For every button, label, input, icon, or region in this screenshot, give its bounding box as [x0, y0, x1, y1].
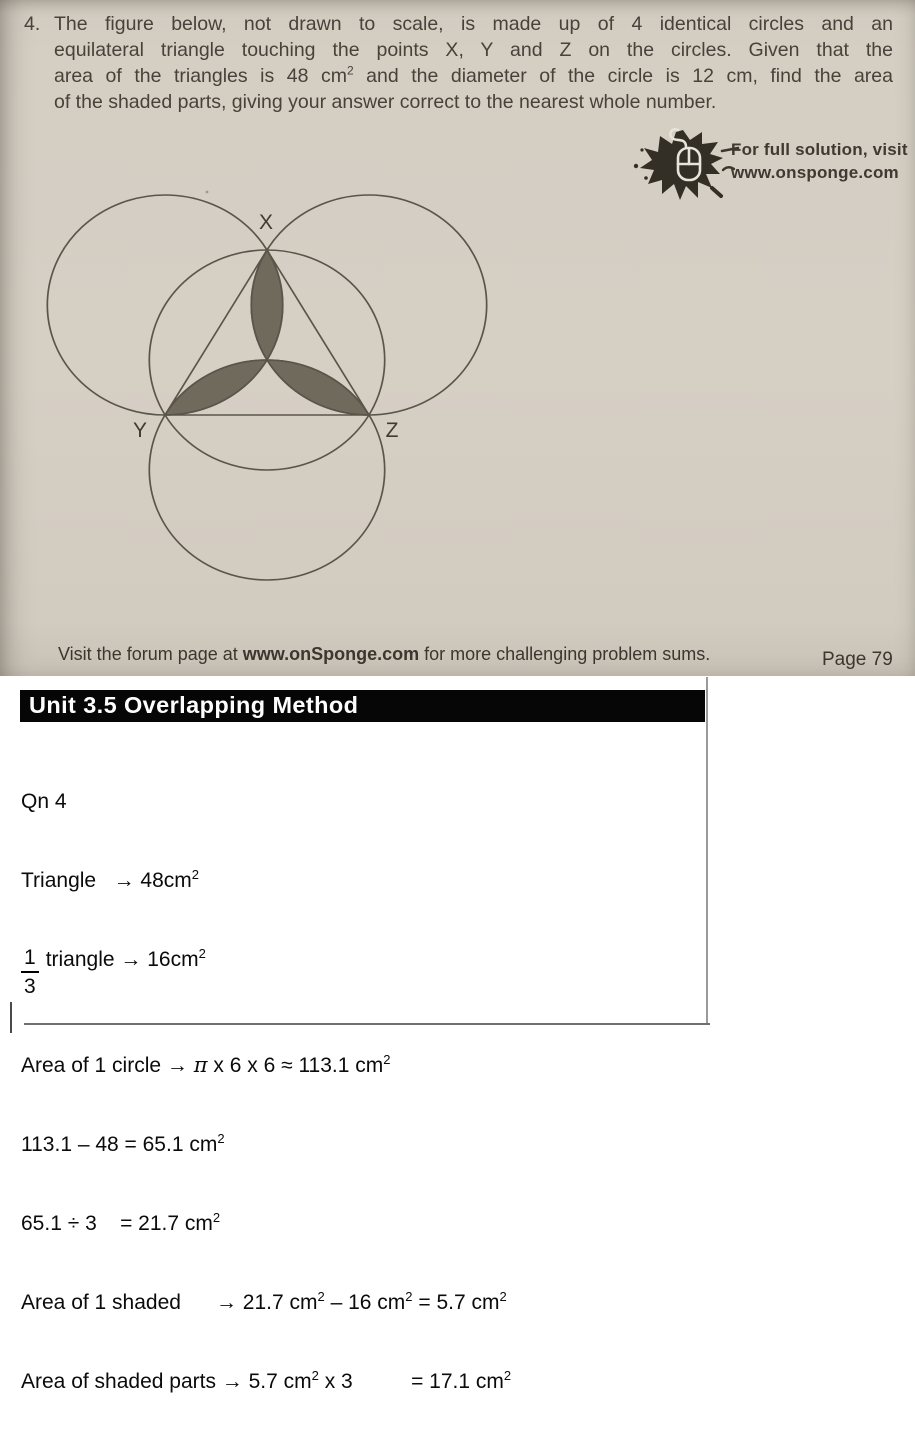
- solution-line-subtract: 113.1 – 48 = 65.1 $cm^2$: [21, 1131, 225, 1156]
- page-number: Page 79: [822, 649, 893, 670]
- solution-line-one-shaded: Area of 1 shaded → 21.7 $cm^2 - 16$ $cm^2 = 5.7$ $cm^2$: [21, 1289, 507, 1314]
- promo-line1: For full solution, visit: [731, 140, 908, 159]
- solution-line-triangle: Triangle → $48cm^2$: [21, 867, 200, 892]
- shaded-petals: [165, 250, 369, 415]
- question-number: 4.: [24, 13, 41, 35]
- solution-working: [21, 738, 511, 1445]
- fraction-denominator: 3: [24, 975, 36, 998]
- shaded-petal-y: [165, 360, 267, 415]
- solution-line-qn: Qn 4: [21, 790, 67, 813]
- fraction-one-third: [21, 944, 39, 1001]
- label-x: X: [258, 211, 274, 234]
- label-z: Z: [385, 419, 399, 442]
- circles-triangle-figure: [0, 0, 915, 676]
- scanned-question-photo: [0, 0, 915, 676]
- fraction-numerator: 1: [21, 944, 39, 973]
- solution-line-divide: 65.1 ÷ 3 = 21.7 $cm^2$: [21, 1210, 221, 1235]
- left-tick-mark: [10, 1002, 12, 1033]
- question-line: equilateral triangle touching the points X, Y and Z on the circles. Given that the: [54, 39, 893, 61]
- solution-line-one-third-text: triangle → $16cm^2$: [45, 946, 206, 971]
- right-border-line: [706, 677, 708, 1025]
- question-line: of the shaded parts, giving your answer correct to the nearest whole number.: [54, 91, 717, 113]
- shaded-petal-z: [267, 360, 369, 415]
- footer-note: Visit the forum page at www.onSponge.com for more challenging problem sums.: [58, 644, 711, 664]
- solution-line-one-third: [21, 944, 511, 1002]
- question-line: area of the triangles is 48 $cm^2$ and the diameter of the circle is 12 cm, find the area: [54, 63, 893, 87]
- question-line: The figure below, not drawn to scale, is made up of 4 identical circles and an: [54, 13, 893, 35]
- solution-section: [0, 676, 915, 1393]
- solution-line-circle-area: Area of 1 circle → π x 6 x 6 ≈ 113.1 $cm^2$: [21, 1052, 391, 1077]
- unit-header-title: Unit 3.5 Overlapping Method: [29, 692, 359, 718]
- bottom-rule-line: [24, 1023, 710, 1025]
- promo-line2: www.onsponge.com: [731, 163, 899, 182]
- solution-line-shaded-parts: Area of shaded parts → 5.7 $cm^2$ x 3 = 17.1 $cm^2$: [21, 1368, 512, 1393]
- label-y: Y: [132, 419, 148, 442]
- unit-header-bar: [20, 690, 705, 722]
- scan-speck: [206, 191, 209, 194]
